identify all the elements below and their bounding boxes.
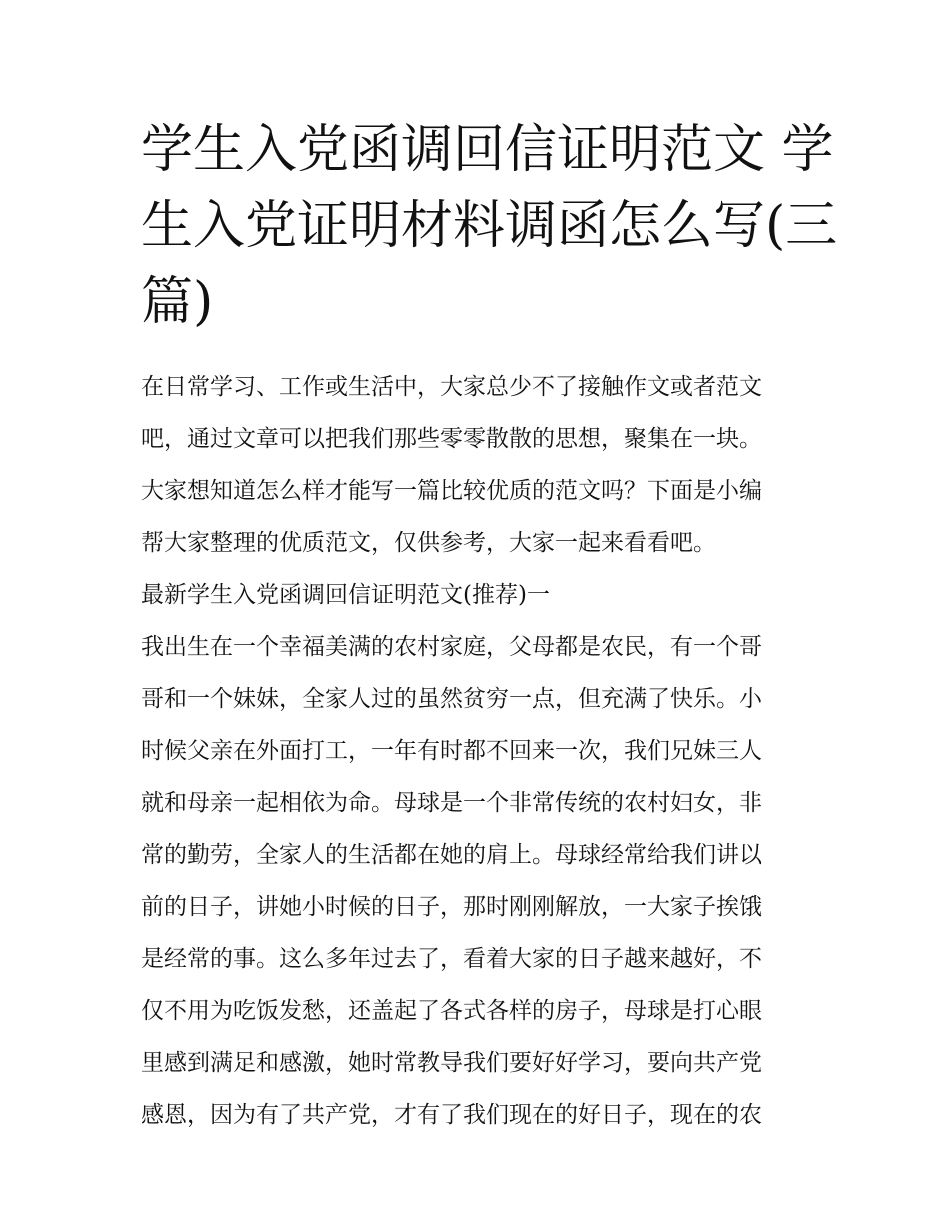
text-line: 时候父亲在外面打工，一年有时都不回来一次，我们兄妹三人	[141, 738, 762, 764]
text-line: 就和母亲一起相依为命。母球是一个非常传统的农村妇女，非	[141, 790, 762, 816]
title-line: 篇)	[141, 272, 214, 332]
section-paragraph	[141, 621, 813, 1141]
text-line: 是经常的事。这么多年过去了，看着大家的日子越来越好，不	[141, 946, 762, 972]
text-line: 前的日子，讲她小时候的日子，那时刚刚解放，一大家子挨饿	[141, 894, 762, 920]
text-line: 感恩，因为有了共产党，才有了我们现在的好日子，现在的农	[141, 1102, 762, 1128]
text-line: 帮大家整理的优质范文，仅供参考，大家一起来看看吧。	[141, 530, 716, 556]
text-line: 大家想知道怎么样才能写一篇比较优质的范文吗？下面是小编	[141, 478, 762, 504]
text-line: 我出生在一个幸福美满的农村家庭，父母都是农民，有一个哥	[141, 634, 762, 660]
text-line: 在日常学习、工作或生活中，大家总少不了接触作文或者范文	[141, 374, 762, 400]
title-line: 学生入党函调回信证明范文 学	[141, 120, 834, 180]
text-line: 仅不用为吃饭发愁，还盖起了各式各样的房子，母球是打心眼	[141, 998, 762, 1024]
text-line: 吧，通过文章可以把我们那些零零散散的思想，聚集在一块。	[141, 426, 762, 452]
text-line: 哥和一个妹妹，全家人过的虽然贫穷一点，但充满了快乐。小	[141, 686, 762, 712]
text-line: 常的勤劳，全家人的生活都在她的肩上。母球经常给我们讲以	[141, 842, 762, 868]
section-heading: 最新学生入党函调回信证明范文(推荐)一	[141, 582, 550, 608]
document-page	[141, 112, 838, 1141]
intro-paragraph	[141, 361, 813, 569]
document-body	[141, 361, 813, 1141]
document-title	[141, 112, 838, 340]
text-line: 里感到满足和感激，她时常教导我们要好好学习，要向共产党	[141, 1050, 762, 1076]
title-line: 生入党证明材料调函怎么写(三	[141, 196, 838, 256]
